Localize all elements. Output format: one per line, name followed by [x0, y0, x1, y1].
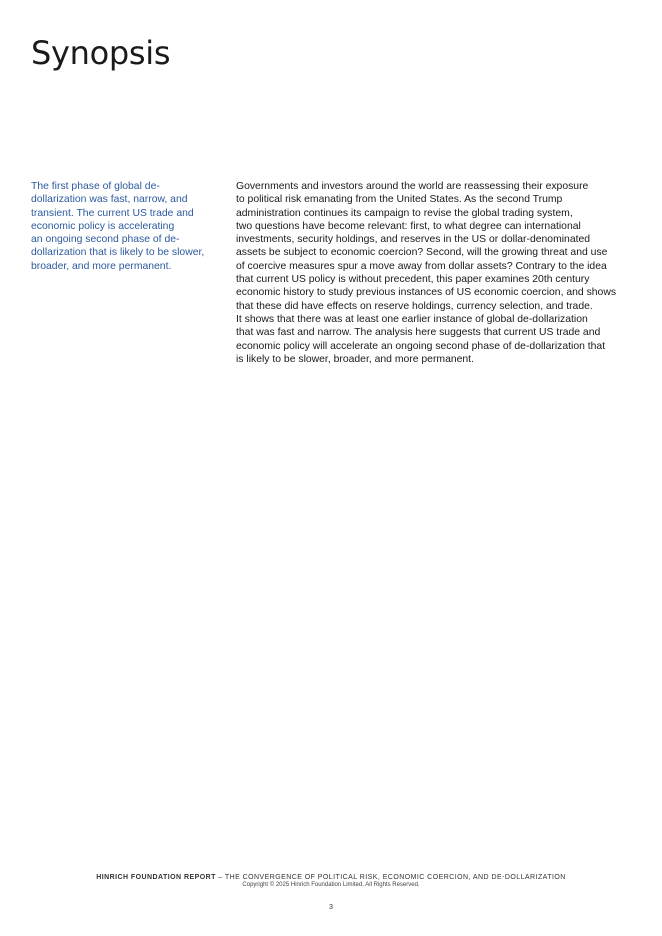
page-footer [0, 874, 662, 888]
body-line: that current US policy is without precedent, this paper examines 20th century [236, 274, 590, 286]
pull-quote-line: transient. The current US trade and [31, 207, 194, 219]
pull-quote-line: economic policy is accelerating [31, 220, 175, 232]
footer-report-title: THE CONVERGENCE OF POLITICAL RISK, ECONOMIC COERCION, AND DE-DOLLARIZATION [224, 874, 566, 881]
page-number: 3 [329, 904, 333, 911]
page-title: Synopsis [31, 34, 171, 72]
body-line: is likely to be slower, broader, and more permanent. [236, 353, 474, 365]
body-line: to political risk emanating from the United States. As the second Trump [236, 194, 563, 206]
pull-quote [31, 180, 221, 273]
footer-copyright: Copyright © 2025 Hinrich Foundation Limited. All Rights Reserved. [242, 882, 420, 888]
pull-quote-line: dollarization was fast, narrow, and [31, 194, 188, 206]
body-line: Governments and investors around the world are reassessing their exposure [236, 181, 589, 192]
pull-quote-line: an ongoing second phase of de- [31, 234, 180, 246]
body-line: investments, security holdings, and reserves in the US or dollar-denominated [236, 234, 591, 246]
body-line: that these did have effects on reserve holdings, currency selection, and trade. [236, 300, 593, 312]
body-line: assets be subject to economic coercion? Second, will the growing threat and use [236, 247, 608, 259]
body-line: economic history to study previous instances of US economic coercion, and shows [236, 287, 617, 299]
pull-quote-line: The first phase of global de- [31, 181, 160, 192]
body-line: two questions have become relevant: first, to what degree can international [236, 220, 581, 232]
pull-quote-line: dollarization that is likely to be slower, [31, 247, 205, 259]
pull-quote-line: broader, and more permanent. [31, 260, 172, 272]
footer-org: HINRICH FOUNDATION REPORT [96, 874, 216, 881]
body-line: that was fast and narrow. The analysis here suggests that current US trade and [236, 327, 601, 339]
synopsis-body [236, 180, 636, 366]
body-line: of coercive measures spur a move away from dollar assets? Contrary to the idea [236, 260, 607, 272]
footer-report-line [0, 874, 662, 881]
footer-separator: – [215, 874, 225, 881]
body-line: It shows that there was at least one earlier instance of global de-dollarization [236, 313, 588, 325]
body-line: economic policy will accelerate an ongoing second phase of de-dollarization that [236, 340, 606, 352]
body-line: administration continues its campaign to revise the global trading system, [236, 207, 573, 219]
